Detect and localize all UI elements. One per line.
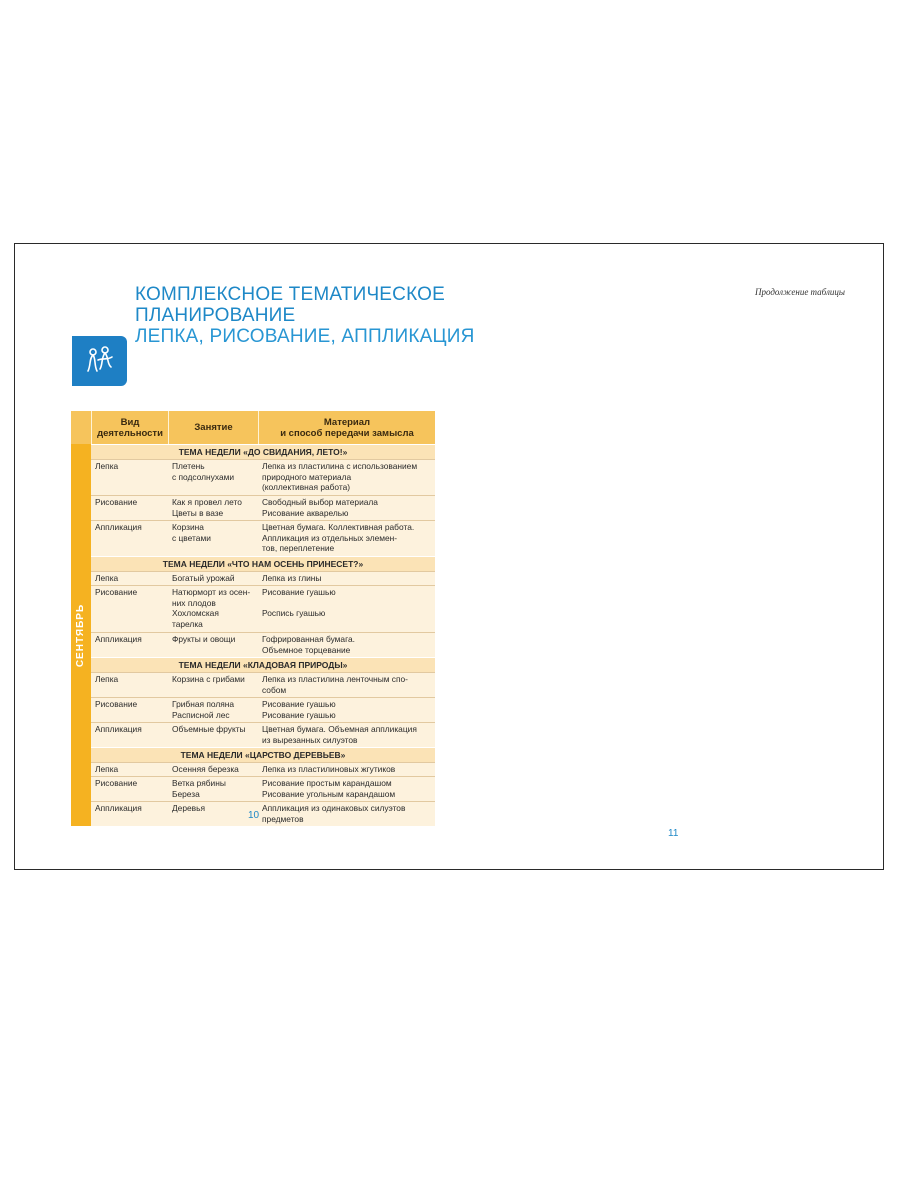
activity-cell: Лепка bbox=[95, 674, 119, 684]
material-cell: Рисование простым карандашом Рисование угольным карандашом bbox=[262, 778, 396, 799]
section-badge bbox=[72, 336, 127, 386]
table-header bbox=[71, 411, 435, 444]
lesson-cell: Объемные фрукты bbox=[172, 724, 246, 734]
lesson-cell: Грибная поляна Расписной лес bbox=[172, 699, 235, 720]
lesson-cell: Корзина с цветами bbox=[172, 522, 211, 543]
material-cell: Лепка из пластилина с использованием природного материала (коллективная работа) bbox=[262, 461, 418, 493]
header-material: Материал и способ передачи замысла bbox=[258, 411, 435, 444]
table-row bbox=[91, 762, 435, 776]
table-row bbox=[91, 585, 435, 632]
material-cell: Гофрированная бумага. Объемное торцевание bbox=[262, 634, 355, 655]
page-title bbox=[135, 284, 475, 347]
table-row bbox=[91, 571, 435, 585]
header-activity: Вид деятельности bbox=[91, 411, 168, 444]
material-cell: Свободный выбор материала Рисование акварелью bbox=[262, 497, 378, 518]
table-row bbox=[91, 722, 435, 747]
planning-table-left bbox=[71, 411, 435, 826]
table-row bbox=[91, 801, 435, 826]
lesson-cell: Плетень с подсолнухами bbox=[172, 461, 235, 482]
activity-cell: Аппликация bbox=[95, 522, 142, 532]
activity-cell: Лепка bbox=[95, 461, 119, 471]
running-head: Продолжение таблицы bbox=[754, 287, 845, 297]
activity-cell: Лепка bbox=[95, 764, 119, 774]
lesson-cell: Осенняя березка bbox=[172, 764, 239, 774]
table-row bbox=[91, 672, 435, 697]
material-cell: Лепка из пластилина ленточным спо- собом bbox=[262, 674, 408, 695]
left-page bbox=[15, 244, 475, 869]
material-cell: Лепка из пластилиновых жгутиков bbox=[262, 764, 396, 774]
header-lesson: Занятие bbox=[168, 411, 258, 444]
week-title: ТЕМА НЕДЕЛИ «ДО СВИДАНИЯ, ЛЕТО!» bbox=[91, 444, 435, 459]
lesson-cell: Корзина с грибами bbox=[172, 674, 245, 684]
activity-cell: Аппликация bbox=[95, 724, 142, 734]
material-cell: Рисование гуашью Рисование гуашью bbox=[262, 699, 336, 720]
material-cell: Аппликация из одинаковых силуэтов предметов bbox=[262, 803, 406, 824]
week-title: ТЕМА НЕДЕЛИ «ЦАРСТВО ДЕРЕВЬЕВ» bbox=[91, 747, 435, 762]
title-line-1: КОМПЛЕКСНОЕ ТЕМАТИЧЕСКОЕ bbox=[135, 284, 446, 305]
book-spread bbox=[14, 243, 884, 870]
month-september bbox=[71, 444, 91, 826]
material-cell: Лепка из глины bbox=[262, 573, 322, 583]
lesson-cell: Как я провел лето Цветы в вазе bbox=[172, 497, 242, 518]
table-row bbox=[91, 632, 435, 657]
table-row bbox=[91, 495, 435, 520]
activity-cell: Аппликация bbox=[95, 803, 142, 813]
month-label: СЕНТЯБРЬ bbox=[75, 603, 87, 667]
right-page bbox=[450, 244, 885, 869]
activity-cell: Лепка bbox=[95, 573, 119, 583]
table-row bbox=[91, 459, 435, 495]
lesson-cell: Фрукты и овощи bbox=[172, 634, 236, 644]
lesson-cell: Ветка рябины Береза bbox=[172, 778, 226, 799]
page-number-left: 10 bbox=[248, 810, 260, 821]
material-cell: Рисование гуашью Роспись гуашью bbox=[262, 587, 336, 619]
table-row bbox=[91, 776, 435, 801]
title-line-2: ПЛАНИРОВАНИЕ bbox=[135, 305, 296, 326]
activity-cell: Рисование bbox=[95, 778, 138, 788]
material-cell: Цветная бумага. Объемная аппликация из вырезанных силуэтов bbox=[262, 724, 417, 745]
week-title: ТЕМА НЕДЕЛИ «КЛАДОВАЯ ПРИРОДЫ» bbox=[91, 657, 435, 672]
week-title: ТЕМА НЕДЕЛИ «ЧТО НАМ ОСЕНЬ ПРИНЕСЕТ?» bbox=[91, 556, 435, 571]
material-cell: Цветная бумага. Коллективная работа. Аппликация из отдельных элемен- тов, переплетение bbox=[262, 522, 415, 554]
activity-cell: Рисование bbox=[95, 587, 138, 597]
lesson-cell: Натюрморт из осен- них плодов Хохломская тарелка bbox=[172, 587, 251, 629]
table-row bbox=[91, 520, 435, 556]
lesson-cell: Богатый урожай bbox=[172, 573, 235, 583]
table-row bbox=[91, 697, 435, 722]
activity-cell: Аппликация bbox=[95, 634, 142, 644]
activity-cell: Рисование bbox=[95, 699, 138, 709]
title-line-3: ЛЕПКА, РИСОВАНИЕ, АППЛИКАЦИЯ bbox=[135, 326, 475, 347]
lesson-cell: Деревья bbox=[172, 803, 205, 813]
activity-cell: Рисование bbox=[95, 497, 138, 507]
page-number-right: 11 bbox=[668, 828, 679, 839]
